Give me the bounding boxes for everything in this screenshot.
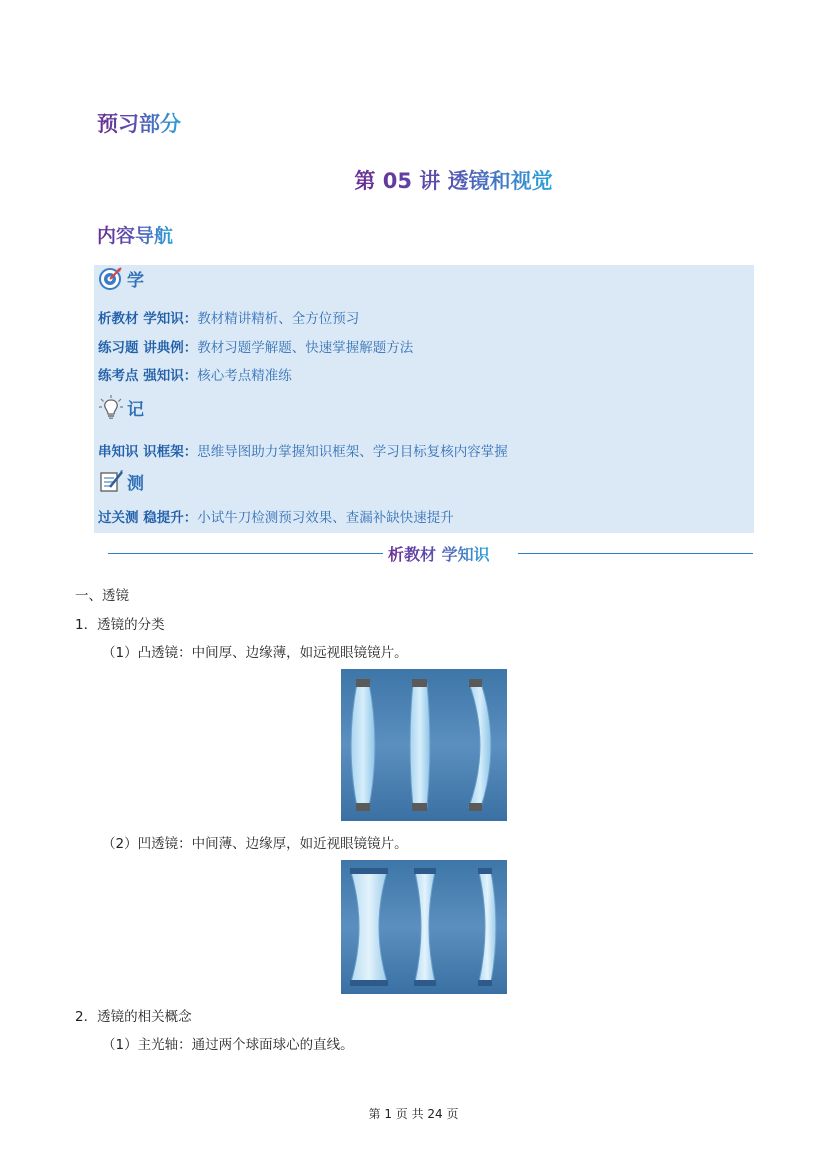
section-heading-preview: 预习部分 <box>97 108 181 138</box>
concave-lens-image <box>341 860 507 994</box>
nav-row <box>98 440 508 460</box>
nav-test-header <box>98 468 144 494</box>
nav-row-value: 教材习题学解题、快速掌握解题方法 <box>197 340 414 356</box>
item-lens-classification: 1．透镜的分类 <box>75 617 165 633</box>
lecture-title-wrap <box>0 165 827 195</box>
convex-lens-text: （1）凸透镜：中间厚、边缘薄，如远视眼镜镜片。 <box>102 645 408 661</box>
nav-row-key: 练习题 讲典例： <box>98 340 198 356</box>
content-navigation-box <box>94 265 754 533</box>
lightbulb-icon <box>98 394 124 420</box>
section-heading-lens: 一、透镜 <box>75 588 129 604</box>
nav-row-key: 过关测 稳提升： <box>98 510 198 526</box>
nav-row <box>98 307 359 327</box>
nav-test-label: 测 <box>127 473 144 494</box>
convex-lens-image <box>341 669 507 821</box>
nav-title: 内容导航 <box>97 221 173 248</box>
nav-row <box>98 364 292 384</box>
nav-row-value: 思维导图助力掌握知识框架、学习目标复核内容掌握 <box>197 444 508 460</box>
item-lens-concepts: 2．透镜的相关概念 <box>75 1009 192 1025</box>
nav-row-value: 教材精讲精析、全方位预习 <box>197 311 360 327</box>
divider-line-right <box>518 553 753 554</box>
target-icon <box>98 265 124 291</box>
notepad-pencil-icon <box>98 468 124 494</box>
nav-row-value: 小试牛刀检测预习效果、查漏补缺快速提升 <box>197 510 454 526</box>
nav-row <box>98 506 454 526</box>
nav-learn-header <box>98 265 144 291</box>
nav-remember-header <box>98 394 144 420</box>
section-divider <box>108 542 753 566</box>
divider-label: 析教材 学知识 <box>388 542 490 565</box>
page-footer: 第 1 页 共 24 页 <box>368 1107 459 1121</box>
divider-line-left <box>108 553 383 554</box>
nav-learn-label: 学 <box>127 270 144 291</box>
principal-axis-text: （1）主光轴：通过两个球面球心的直线。 <box>102 1037 354 1053</box>
nav-row-key: 析教材 学知识： <box>98 311 198 327</box>
nav-row-key: 练考点 强知识： <box>98 368 198 384</box>
nav-remember-label: 记 <box>127 399 144 420</box>
nav-row-key: 串知识 识框架： <box>98 444 198 460</box>
lecture-title: 第 05 讲 透镜和视觉 <box>354 165 552 195</box>
nav-row <box>98 336 413 356</box>
concave-lens-text: （2）凹透镜：中间薄、边缘厚，如近视眼镜镜片。 <box>102 836 408 852</box>
nav-row-value: 核心考点精准练 <box>197 368 292 384</box>
